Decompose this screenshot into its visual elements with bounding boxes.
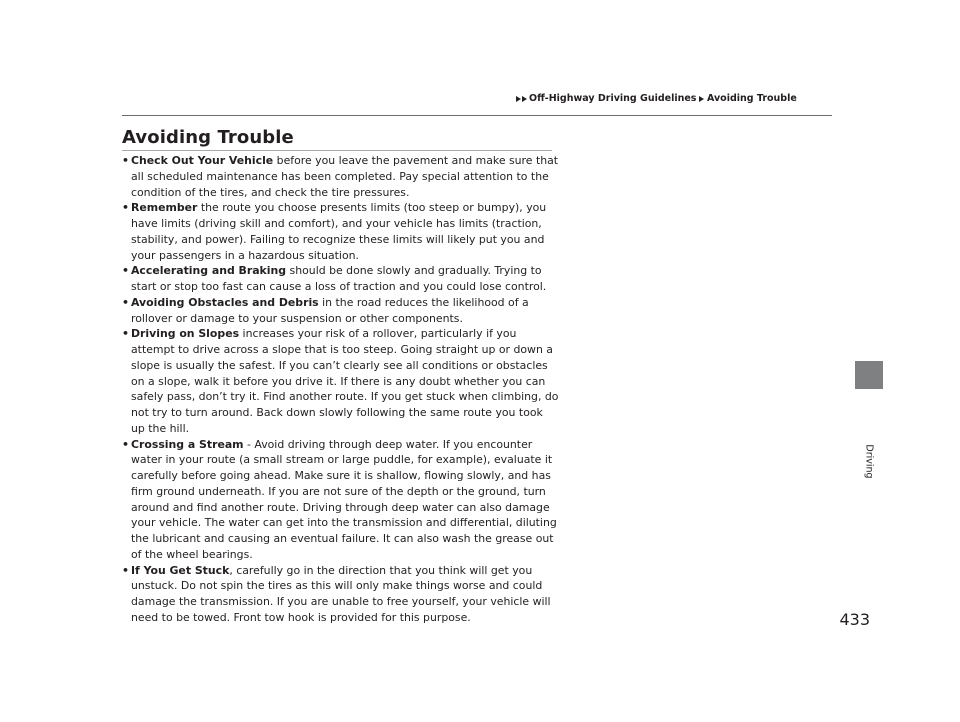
list-item <box>122 563 560 626</box>
bullet-icon: • <box>122 201 129 215</box>
title-divider <box>122 150 552 151</box>
list-item <box>122 153 560 200</box>
header-divider <box>122 115 832 116</box>
bullet-icon: • <box>122 264 129 278</box>
item-heading: Remember <box>131 201 198 215</box>
tips-list <box>122 153 560 626</box>
item-heading: Avoiding Obstacles and Debris <box>131 295 319 309</box>
list-item <box>122 200 560 263</box>
page-number: 433 <box>839 610 870 629</box>
item-text: , carefully go in the direction that you think will get you unstuck. Do not spin the tires as this will only make things worse and could damage the transmission. If you are unable to free yourself, your vehicle will need to be towed. Front tow hook is provided for this purpose. <box>131 563 551 624</box>
item-heading: Accelerating and Braking <box>131 264 287 278</box>
bullet-icon: • <box>122 437 129 451</box>
list-item <box>122 437 560 563</box>
item-text: before you leave the pavement and make sure that all scheduled maintenance has been completed. Pay special attention to the condition of the tires, and check the tire pressures. <box>131 154 559 199</box>
breadcrumb <box>516 93 797 104</box>
item-text: should be done slowly and gradually. Trying to start or stop too fast can cause a loss of traction and you could lose control. <box>131 264 547 293</box>
bullet-icon: • <box>122 327 129 341</box>
item-text: in the road reduces the likelihood of a rollover or damage to your suspension or other components. <box>131 295 529 325</box>
item-text: increases your risk of a rollover, particularly if you attempt to drive across a slope that is too steep. Going straight up or down a slope is usually the safest. If you can’t clearly see all conditions or obstacles on a slope, walk it before you drive it. If there is any doubt whether you can safely pass, don’t try it. Find another route. If you get stuck when climbing, do not try to turn around. Back down slowly following the same route you took up the hill. <box>131 327 559 435</box>
arrow-icon <box>699 96 705 102</box>
item-heading: Driving on Slopes <box>131 327 240 341</box>
list-item <box>122 326 560 436</box>
section-tab-marker <box>855 361 883 389</box>
breadcrumb-current: Avoiding Trouble <box>706 93 797 104</box>
bullet-icon: • <box>122 295 129 309</box>
item-heading: If You Get Stuck <box>131 563 230 577</box>
item-heading: Crossing a Stream <box>131 437 244 451</box>
bullet-icon: • <box>122 154 129 167</box>
list-item <box>122 295 560 327</box>
bullet-icon: • <box>122 563 129 577</box>
list-item <box>122 263 560 295</box>
breadcrumb-parent-link[interactable]: Off-Highway Driving Guidelines <box>529 93 697 104</box>
content-body <box>122 153 560 626</box>
item-heading: Check Out Your Vehicle <box>131 154 274 167</box>
double-arrow-icon <box>516 96 527 102</box>
page-title: Avoiding Trouble <box>122 127 294 148</box>
item-text: - Avoid driving through deep water. If you encounter water in your route (a small stream or large puddle, for example), evaluate it carefully before going ahead. Make sure it is shallow, flowing slowly, and has firm ground underneath. If you are not sure of the depth or the ground, turn around and find another route. Driving through deep water can also damage your vehicle. The water can get into the transmission and differential, diluting the lubricant and causing an eventual failure. It can also wash the grease out of the wheel bearings. <box>131 437 557 561</box>
item-text: the route you choose presents limits (too steep or bumpy), you have limits (driving skill and comfort), and your vehicle has limits (traction, stability, and power). Failing to recognize these limits will likely put you and your passengers in a hazardous situation. <box>131 201 547 262</box>
section-label: Driving <box>863 444 875 479</box>
